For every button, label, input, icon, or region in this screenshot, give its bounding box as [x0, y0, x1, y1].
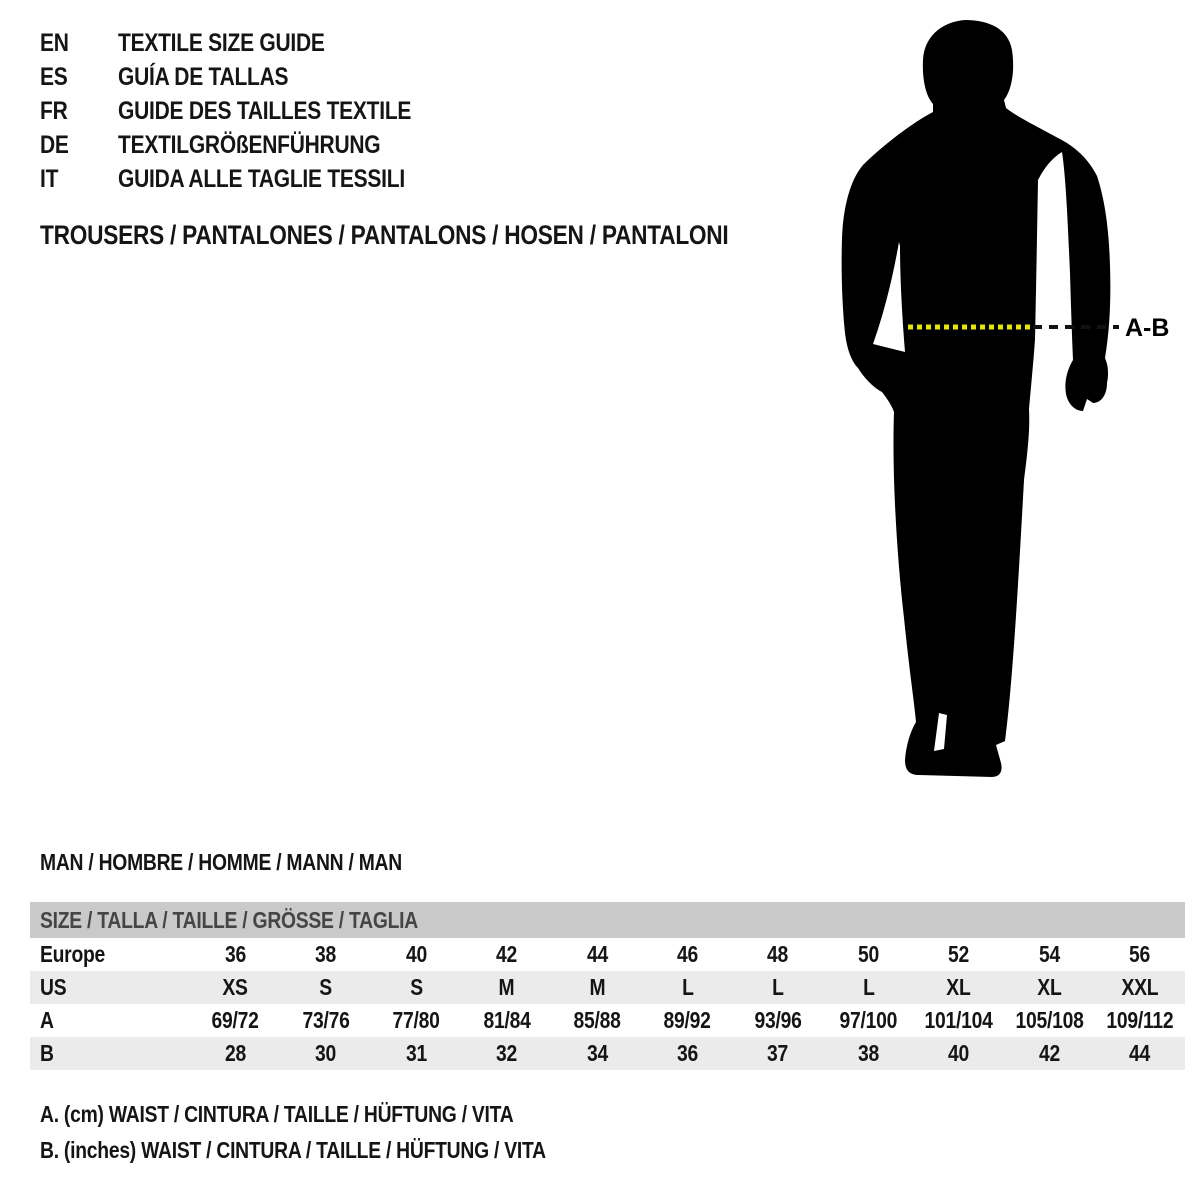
size-cell: XL: [1037, 974, 1062, 1000]
size-cell: 77/80: [392, 1007, 440, 1033]
size-cell: L: [862, 974, 875, 1000]
size-cell: 89/92: [663, 1007, 712, 1033]
language-code: FR: [40, 96, 68, 125]
size-table-row: [30, 938, 1185, 971]
size-cell: 52: [948, 941, 970, 967]
size-table-row: [30, 1037, 1185, 1070]
size-cell: 73/76: [302, 1007, 350, 1033]
size-cell: 85/88: [573, 1007, 621, 1033]
size-cell: S: [319, 974, 332, 1000]
size-cell: 56: [1129, 941, 1151, 967]
size-table-header: SIZE / TALLA / TAILLE / GRÖSSE / TAGLIA: [30, 902, 1185, 938]
size-cell: 97/100: [839, 1007, 898, 1033]
size-cell: 93/96: [754, 1007, 802, 1033]
language-guide-title: GUIDE DES TAILLES TEXTILE: [118, 96, 412, 125]
language-code: ES: [40, 62, 68, 91]
size-table-row: [30, 971, 1185, 1004]
product-heading: TROUSERS / PANTALONES / PANTALONS / HOSEN / PANTALONI: [40, 220, 729, 250]
size-cell: XXL: [1121, 974, 1159, 1000]
man-silhouette-path: [842, 20, 1111, 777]
language-row: [40, 26, 467, 60]
language-row: [40, 162, 467, 196]
size-cell: 34: [586, 1040, 608, 1066]
measure-label-ab: A-B: [1125, 314, 1170, 342]
language-guide-title: TEXTILE SIZE GUIDE: [118, 28, 325, 57]
size-cell: M: [589, 974, 605, 1000]
size-cell: 101/104: [924, 1007, 993, 1033]
size-cell: 48: [767, 941, 789, 967]
man-silhouette-svg: [812, 8, 1172, 788]
language-guide-title: GUÍA DE TALLAS: [118, 62, 289, 91]
size-cell: 37: [767, 1040, 789, 1066]
size-cell: 54: [1038, 941, 1060, 967]
language-code: EN: [40, 28, 69, 57]
size-cell: 40: [948, 1040, 970, 1066]
size-cell: 38: [315, 941, 337, 967]
size-cell: XS: [222, 974, 248, 1000]
size-cell: 69/72: [211, 1007, 259, 1033]
gender-heading: MAN / HOMBRE / HOMME / MANN / MAN: [40, 849, 402, 875]
size-cell: 40: [405, 941, 427, 967]
size-table-row: [30, 1004, 1185, 1037]
size-cell: 44: [586, 941, 608, 967]
size-cell: 31: [405, 1040, 427, 1066]
size-cell: XL: [946, 974, 971, 1000]
size-cell: 81/84: [483, 1007, 531, 1033]
size-cell: L: [772, 974, 784, 1000]
size-cell: 38: [857, 1040, 879, 1066]
size-row-label: B: [40, 1040, 54, 1066]
language-guide-title: TEXTILGRÖßENFÜHRUNG: [118, 130, 381, 159]
size-cell: L: [681, 974, 694, 1000]
size-cell: 109/112: [1106, 1007, 1174, 1033]
note-waist-inches: B. (inches) WAIST / CINTURA / TAILLE / HÜFTUNG / VITA: [40, 1137, 546, 1163]
size-cell: 36: [676, 1040, 698, 1066]
size-cell: 30: [315, 1040, 337, 1066]
size-table-rows: [30, 938, 1185, 1070]
size-cell: S: [409, 974, 423, 1000]
note-waist-cm: A. (cm) WAIST / CINTURA / TAILLE / HÜFTUNG / VITA: [40, 1101, 514, 1127]
size-row-label: US: [40, 974, 67, 1000]
size-cell: 32: [496, 1040, 518, 1066]
size-cell: M: [498, 974, 515, 1000]
size-table: [30, 902, 1185, 1070]
size-cell: 50: [857, 941, 879, 967]
size-cell: 28: [224, 1040, 246, 1066]
language-row: [40, 60, 467, 94]
language-row: [40, 94, 467, 128]
size-cell: 42: [496, 941, 518, 967]
size-row-label: A: [40, 1007, 54, 1033]
size-cell: 36: [224, 941, 246, 967]
size-cell: 46: [676, 941, 698, 967]
language-guide-title: GUIDA ALLE TAGLIE TESSILI: [118, 164, 405, 193]
measurement-notes: [40, 1096, 642, 1168]
language-legend: [40, 26, 467, 196]
language-code: DE: [40, 130, 69, 159]
size-row-label: Europe: [40, 941, 106, 967]
language-code: IT: [40, 164, 59, 193]
size-cell: 42: [1038, 1040, 1060, 1066]
size-cell: 105/108: [1015, 1007, 1084, 1033]
man-silhouette-figure: [812, 8, 1172, 788]
size-cell: 44: [1129, 1040, 1151, 1066]
language-row: [40, 128, 467, 162]
